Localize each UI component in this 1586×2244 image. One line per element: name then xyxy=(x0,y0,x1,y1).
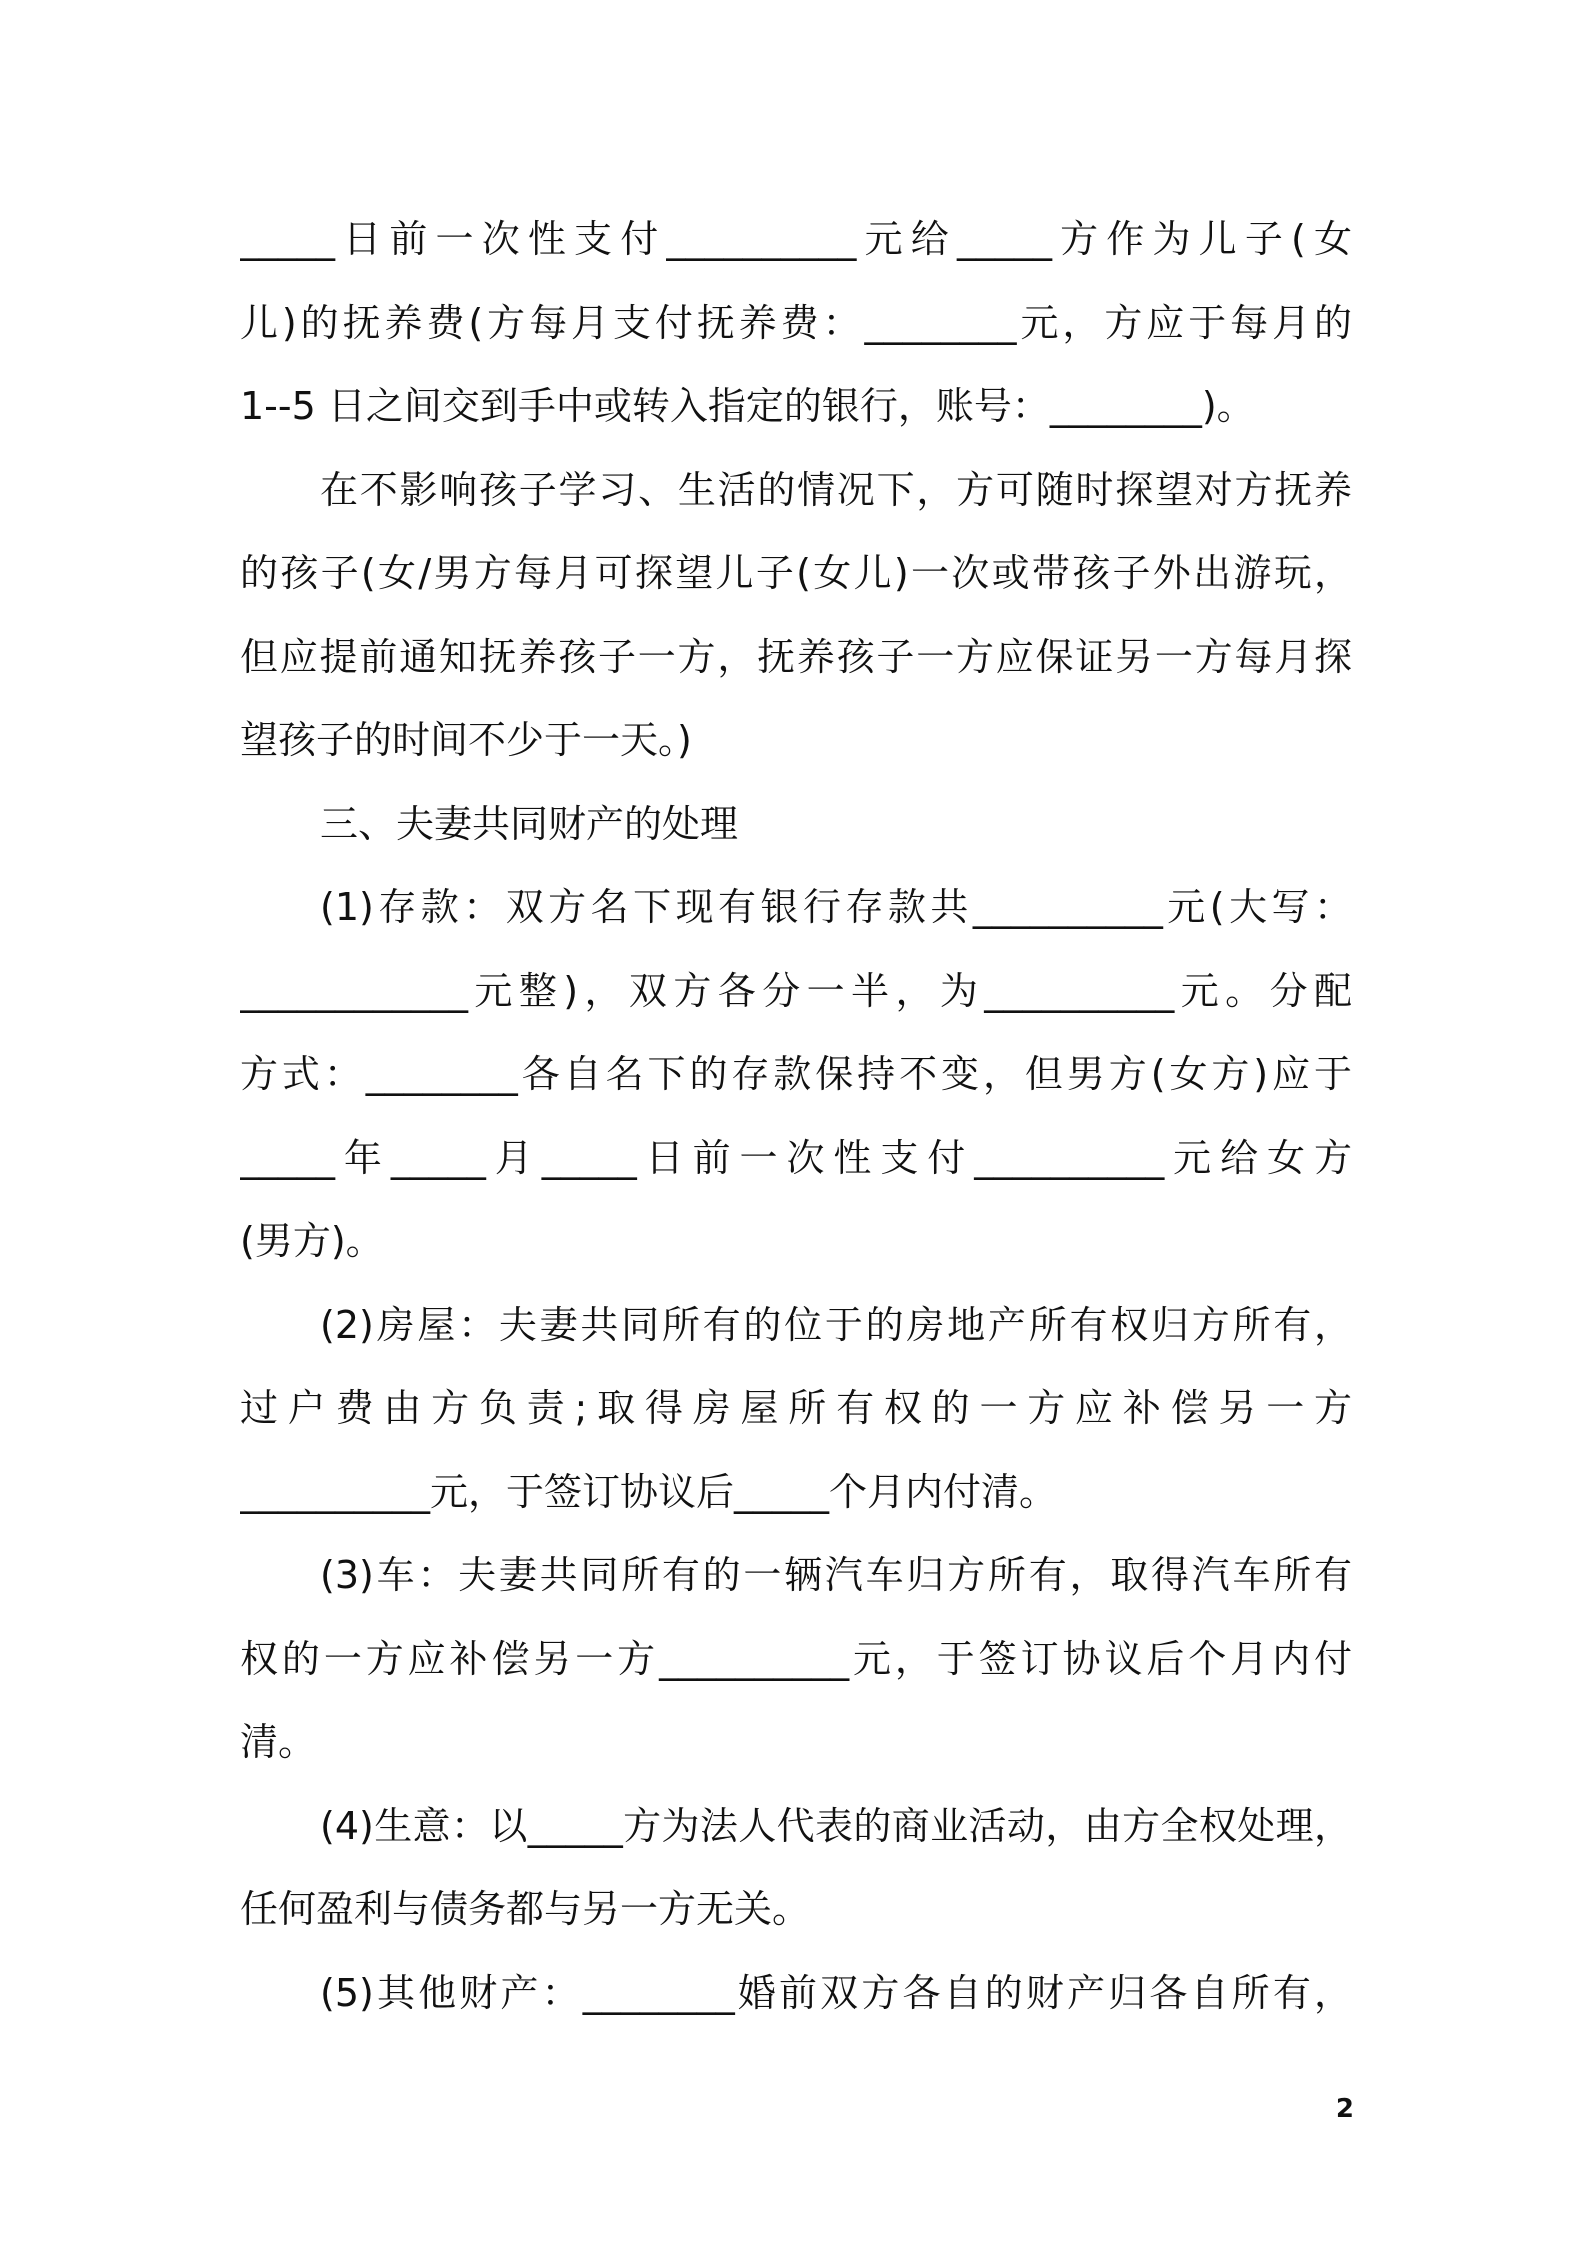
document-body xyxy=(240,198,1352,2035)
section-heading: 三、夫妻共同财产的处理 xyxy=(320,801,739,846)
text-line-14: (2)房屋：夫妻共同所有的位于的房地产所有权归方所有， xyxy=(320,1302,1352,1347)
text-line-19: 清。 xyxy=(240,1720,317,1764)
text-line-10: ____________元整)，双方各分一半，为__________元。分配 xyxy=(240,968,1352,1013)
text-line-7: 望孩子的时间不少于一天。) xyxy=(240,718,692,762)
text-line-13: (男方)。 xyxy=(240,1219,384,1263)
text-line-9: (1)存款：双方名下现有银行存款共__________元(大写： xyxy=(320,885,1352,929)
text-line-4: 在不影响孩子学习、生活的情况下，方可随时探望对方抚养 xyxy=(320,467,1352,512)
text-line-15: 过户费由方负责;取得房屋所有权的一方应补偿另一方 xyxy=(240,1386,1352,1430)
text-line-20: (4)生意：以_____方为法人代表的商业活动，由方全权处理， xyxy=(320,1803,1352,1848)
text-line-22: (5)其他财产：________婚前双方各自的财产归各自所有， xyxy=(320,1970,1352,2015)
text-line-11: 方式：________各自名下的存款保持不变，但男方(女方)应于 xyxy=(240,1052,1352,1096)
text-line-6: 但应提前通知抚养孩子一方，抚养孩子一方应保证另一方每月探 xyxy=(240,634,1352,679)
text-line-2: 儿)的抚养费(方每月支付抚养费：________元，方应于每月的 xyxy=(240,300,1352,345)
text-line-3: 1--5 日之间交到手中或转入指定的银行，账号：________)。 xyxy=(240,384,1255,428)
text-line-17: (3)车：夫妻共同所有的一辆汽车归方所有，取得汽车所有 xyxy=(320,1553,1352,1597)
text-line-18: 权的一方应补偿另一方__________元，于签订协议后个月内付 xyxy=(240,1636,1352,1681)
page-number: 2 xyxy=(1335,2094,1354,2124)
text-line-5: 的孩子(女/男方每月可探望儿子(女儿)一次或带孩子外出游玩， xyxy=(240,551,1352,595)
text-line-21: 任何盈利与债务都与另一方无关。 xyxy=(240,1887,811,1931)
text-line-12: _____年_____月_____日前一次性支付__________元给女方 xyxy=(240,1135,1352,1180)
text-line-1: _____日前一次性支付__________元给_____方作为儿子(女 xyxy=(240,217,1352,261)
text-line-16: __________元，于签订协议后_____个月内付清。 xyxy=(240,1469,1058,1514)
